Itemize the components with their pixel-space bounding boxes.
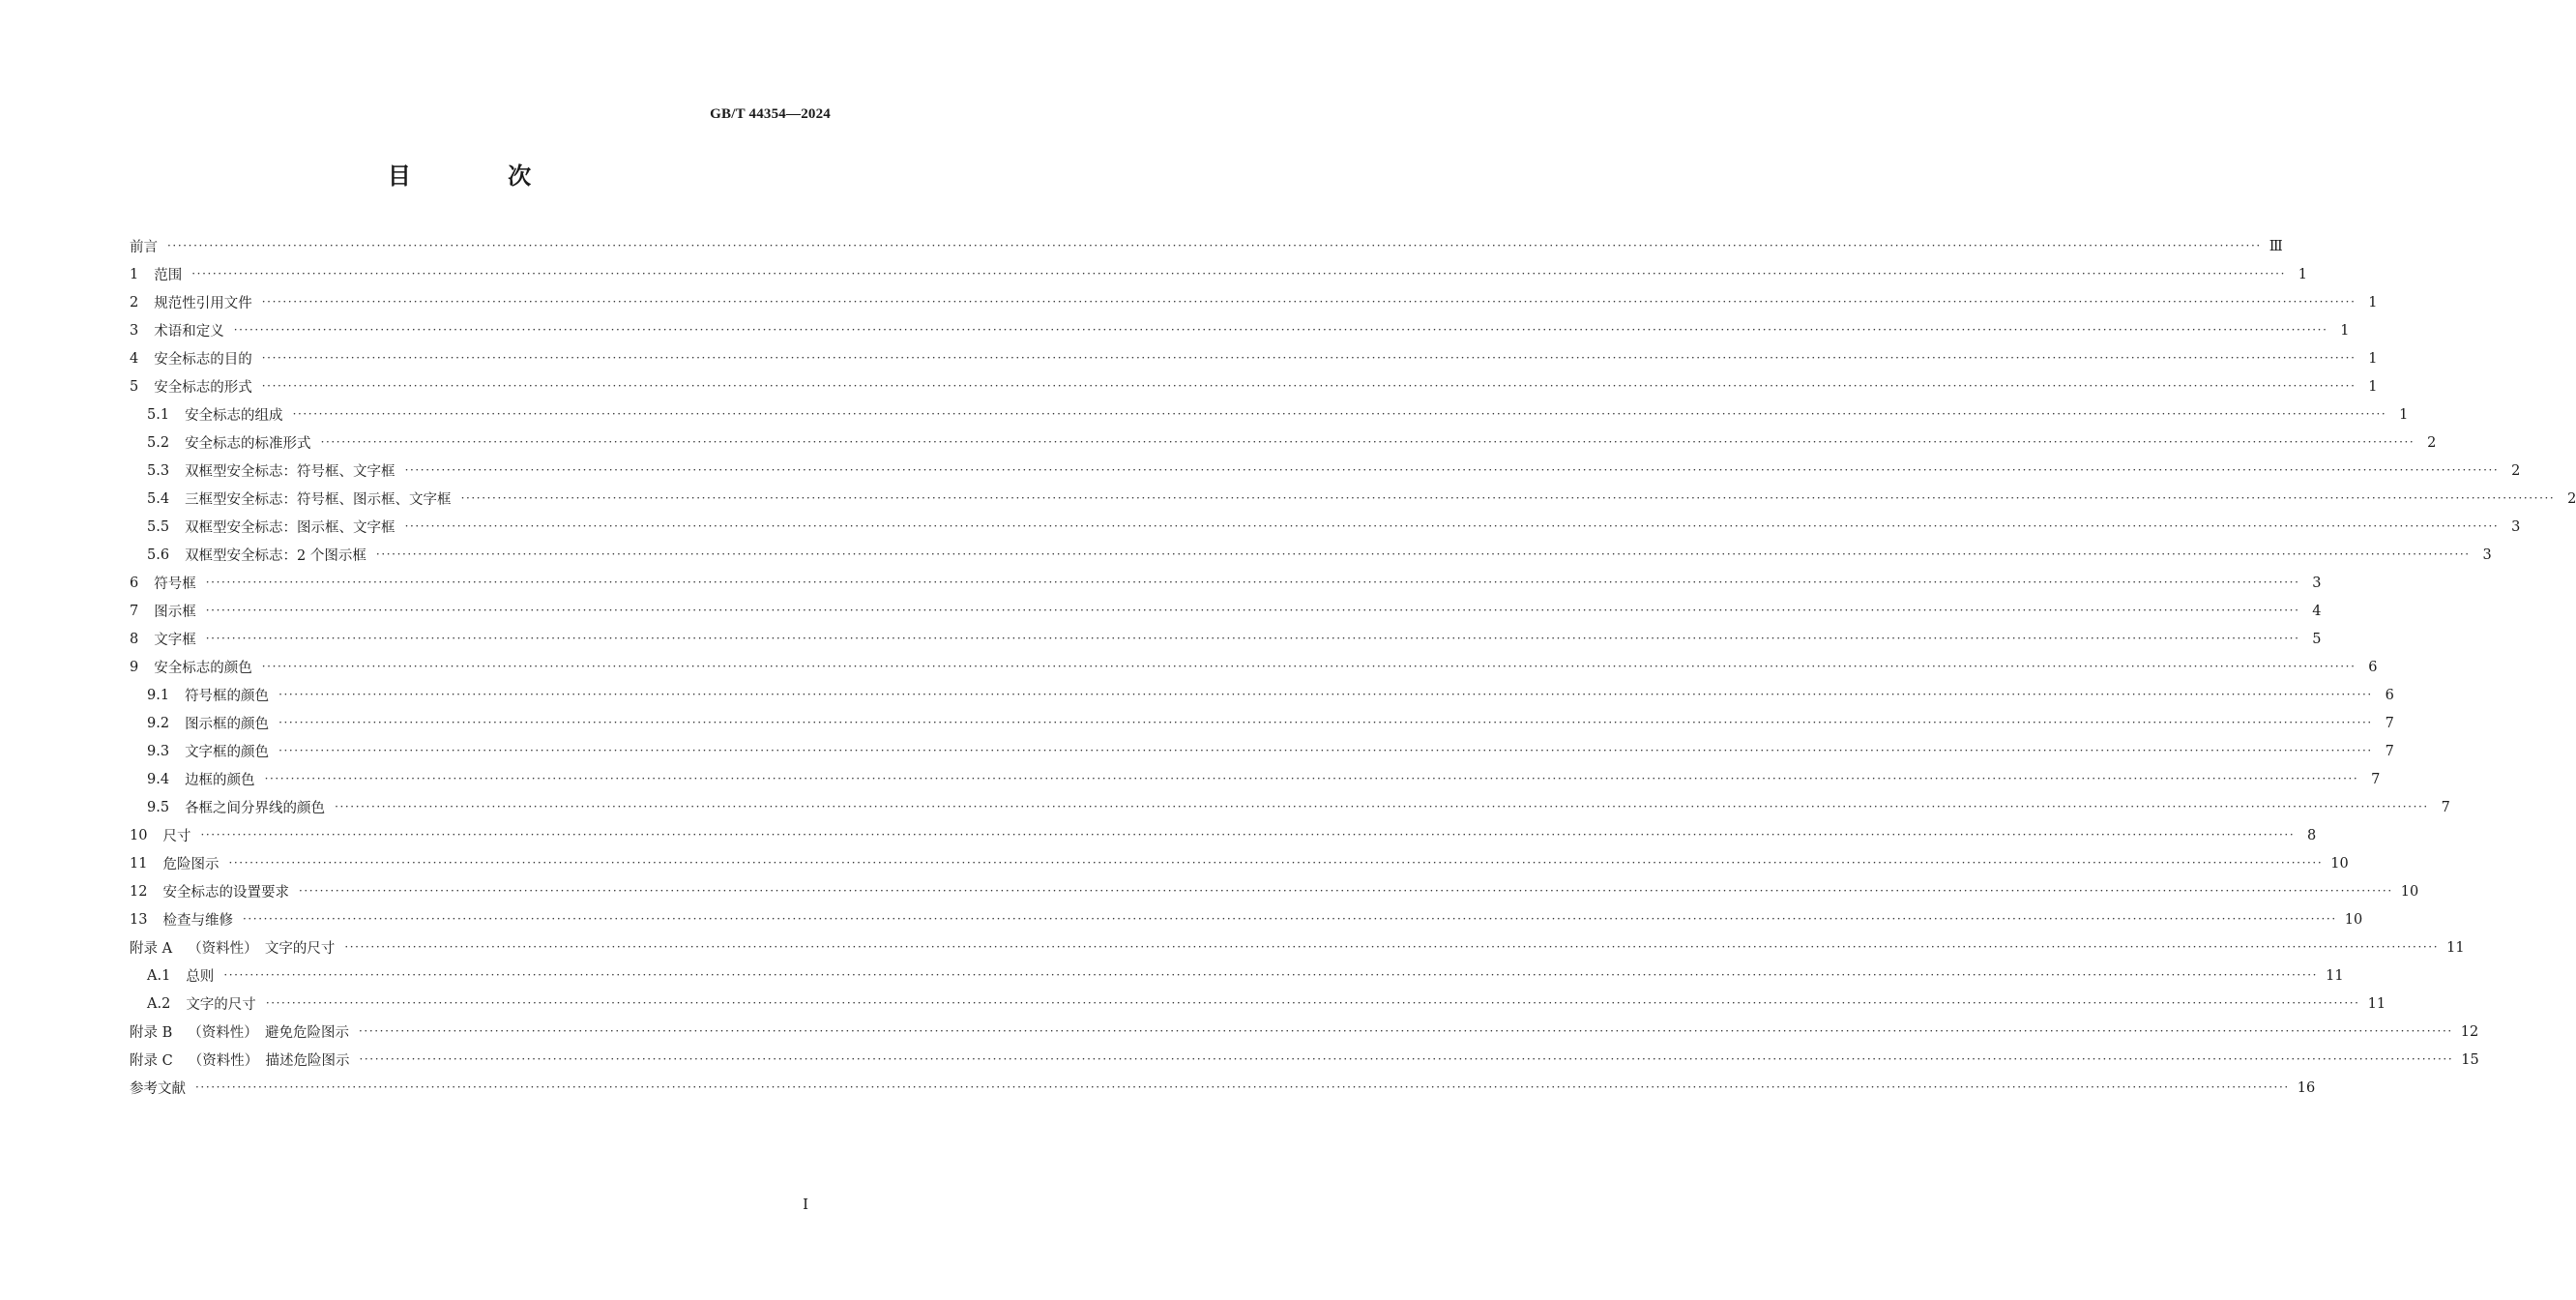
toc-dot-leader: ················································································································································································································································································································································································································	[233, 322, 2328, 337]
toc-entry-number: 2	[130, 294, 139, 310]
toc-entry-number: A.1	[147, 967, 171, 984]
toc-dot-leader: ················································································································································································································································································································································································································	[359, 1023, 2453, 1038]
toc-entry[interactable]	[130, 793, 2450, 821]
toc-entry[interactable]	[130, 288, 2378, 316]
toc-entry-number: 9.2	[147, 715, 170, 731]
toc-entry[interactable]	[130, 933, 2465, 961]
toc-entry[interactable]	[130, 372, 2378, 400]
toc-entry-number: 11	[130, 855, 148, 872]
toc-entry-number: 5.3	[147, 462, 170, 479]
toc-entry-number: A.2	[147, 995, 171, 1012]
toc-entry-number: 9.4	[147, 771, 170, 787]
toc-dot-leader: ················································································································································································································································································································································································································	[265, 995, 2360, 1010]
toc-entry-number: 5.4	[147, 490, 170, 507]
toc-entry[interactable]	[130, 961, 2344, 990]
toc-entry-number: 5.5	[147, 518, 170, 535]
toc-entry-page: 7	[2371, 771, 2381, 787]
toc-entry-page: 6	[2385, 687, 2394, 703]
toc-entry-label: 符号框	[154, 576, 196, 592]
toc-entry-page: 3	[2482, 547, 2492, 563]
toc-entry-page: 15	[2461, 1051, 2479, 1068]
toc-entry-page: 2	[2567, 490, 2576, 507]
toc-entry-page: 1	[2298, 266, 2308, 282]
toc-entry-page: 7	[2441, 799, 2450, 815]
toc-dot-leader: ················································································································································································································································································································································································································	[460, 490, 2556, 505]
toc-dot-leader: ················································································································································································································································································································································································································	[167, 238, 2262, 252]
toc-entry[interactable]	[130, 990, 2386, 1018]
toc-entry-label: 文字框的颜色	[185, 745, 270, 760]
toc-entry[interactable]	[130, 485, 2576, 513]
toc-entry-page: 1	[2368, 294, 2378, 310]
toc-entry-label: （资料性） 避免危险图示	[188, 1025, 350, 1041]
toc-entry-label: 三框型安全标志：符号框、图示框、文字框	[185, 492, 452, 508]
toc-entry-label: 符号框的颜色	[185, 689, 270, 704]
toc-entry-page: 4	[2312, 603, 2322, 619]
toc-entry[interactable]	[130, 1018, 2479, 1046]
toc-dot-leader: ················································································································································································································································································································································································································	[223, 967, 2319, 982]
toc-entry-page: 7	[2385, 715, 2394, 731]
toc-entry[interactable]	[130, 344, 2378, 372]
toc-entry-label: 安全标志的颜色	[154, 661, 252, 676]
toc-entry-page: 1	[2340, 322, 2350, 339]
toc-dot-leader: ················································································································································································································································································································································································································	[278, 715, 2373, 729]
toc-entry[interactable]	[130, 316, 2350, 344]
standard-code: GB/T 44354—2024	[710, 106, 831, 122]
toc-dot-leader: ················································································································································································································································································································································································································	[242, 911, 2337, 926]
toc-dot-leader: ················································································································································································································································································································································································································	[205, 575, 2300, 589]
toc-entry[interactable]	[130, 625, 2322, 653]
toc-dot-leader: ················································································································································································································································································································································································································	[404, 462, 2500, 477]
toc-entry-number: 9	[130, 659, 139, 675]
toc-entry-page: 8	[2307, 827, 2317, 843]
toc-entry-label: 安全标志的设置要求	[162, 885, 289, 901]
toc-entry-number: 5.6	[147, 547, 170, 563]
toc-entry[interactable]	[130, 457, 2521, 485]
toc-entry-label: （资料性） 文字的尺寸	[188, 941, 336, 957]
toc-dot-leader: ················································································································································································································································································································································································································	[261, 378, 2356, 393]
toc-entry-page: 1	[2368, 378, 2378, 395]
toc-entry[interactable]	[130, 400, 2409, 428]
toc-entry-page: 11	[2367, 995, 2386, 1012]
toc-dot-leader: ················································································································································································································································································································································································································	[200, 827, 2296, 842]
toc-entry-number: 1	[130, 266, 139, 282]
toc-entry-label: 危险图示	[162, 857, 220, 872]
toc-entry-page: 11	[2326, 967, 2344, 984]
toc-entry-label: 安全标志的组成	[185, 408, 283, 424]
toc-entry-number: 8	[130, 631, 139, 647]
toc-entry-number: 13	[130, 911, 148, 928]
toc-entry-label: 双框型安全标志：符号框、文字框	[185, 464, 395, 480]
toc-entry-label: 尺寸	[162, 829, 191, 844]
toc-entry-page: 11	[2446, 939, 2465, 956]
toc-entry[interactable]	[130, 709, 2394, 737]
toc-entry-label: 前言	[130, 240, 158, 255]
toc-entry-page: 2	[2427, 434, 2437, 451]
toc-entry-label: 安全标志的形式	[154, 380, 252, 396]
toc-entry-number: 7	[130, 603, 139, 619]
toc-entry[interactable]	[130, 821, 2317, 849]
toc-entry-label: 总则	[186, 969, 215, 985]
toc-entry-number: 5.1	[147, 406, 170, 423]
toc-entry-page: 12	[2460, 1023, 2479, 1040]
toc-entry[interactable]	[130, 849, 2349, 877]
toc-entry-label: 双框型安全标志：2 个图示框	[185, 548, 366, 564]
toc-entry-label: 文字框	[154, 633, 196, 648]
toc-entry[interactable]	[130, 877, 2419, 905]
toc-entry-label: 图示框	[154, 605, 196, 620]
toc-entry[interactable]	[130, 260, 2308, 288]
toc-entry-page: 3	[2312, 575, 2322, 591]
toc-entry-label: （资料性） 描述危险图示	[188, 1053, 350, 1069]
toc-entry-page: Ⅲ	[2269, 238, 2283, 254]
toc-entry-number: 附录 C	[130, 1053, 173, 1069]
toc-entry[interactable]	[130, 905, 2363, 933]
toc-entry-page: 1	[2368, 350, 2378, 367]
toc-dot-leader: ················································································································································································································································································································································································································	[205, 603, 2300, 617]
toc-dot-leader: ················································································································································································································································································································································································································	[264, 771, 2359, 785]
toc-entry-label: 各框之间分界线的颜色	[185, 801, 326, 816]
toc-dot-leader: ················································································································································································································································································································································································································	[298, 883, 2393, 898]
toc-dot-leader: ················································································································································································································································································································································································································	[359, 1051, 2454, 1066]
page-number: Ⅰ	[803, 1196, 808, 1213]
toc-entry-label: 检查与维修	[162, 913, 233, 929]
toc-dot-leader: ················································································································································································································································································································································································································	[228, 855, 2324, 870]
toc-entry-page: 7	[2385, 743, 2394, 759]
toc-entry[interactable]	[130, 428, 2437, 457]
toc-entry-page: 1	[2399, 406, 2409, 423]
toc-entry-label: 边框的颜色	[185, 773, 255, 788]
toc-entry-label: 文字的尺寸	[186, 997, 256, 1013]
toc-dot-leader: ················································································································································································································································································································································································································	[320, 434, 2415, 449]
toc-dot-leader: ················································································································································································································································································································································································································	[278, 687, 2373, 701]
toc-entry[interactable]	[130, 653, 2378, 681]
toc-entry-label: 图示框的颜色	[185, 717, 270, 732]
page-title: 目 次	[387, 162, 576, 190]
toc-entry-page: 10	[2330, 855, 2349, 872]
toc-entry[interactable]	[130, 765, 2381, 793]
toc-entry-number: 3	[130, 322, 139, 339]
toc-entry-label: 术语和定义	[154, 324, 224, 340]
toc-entry[interactable]	[130, 597, 2322, 625]
toc-entry-number: 附录 B	[130, 1025, 173, 1041]
toc-entry-page: 6	[2368, 659, 2378, 675]
toc-entry-label: 范围	[154, 268, 183, 283]
toc-entry[interactable]	[130, 232, 2283, 260]
toc-dot-leader: ················································································································································································································································································································································································································	[375, 547, 2471, 561]
toc-entry-label: 安全标志的目的	[154, 352, 252, 368]
toc-entry[interactable]	[130, 1074, 2316, 1102]
toc-entry-number: 9.5	[147, 799, 170, 815]
toc-entry-number: 附录 A	[130, 941, 173, 957]
toc-dot-leader: ················································································································································································································································································································································································································	[292, 406, 2387, 421]
toc-entry-page: 5	[2312, 631, 2322, 647]
toc-entry-page: 3	[2511, 518, 2521, 535]
toc-entry[interactable]	[130, 681, 2394, 709]
toc-entry-number: 6	[130, 575, 139, 591]
toc-entry[interactable]	[130, 1046, 2479, 1074]
toc-dot-leader: ················································································································································································································································································································································································································	[335, 799, 2429, 813]
toc-dot-leader: ················································································································································································································································································································································································································	[261, 350, 2356, 365]
toc-dot-leader: ················································································································································································································································································································································································································	[261, 659, 2356, 673]
table-of-contents	[130, 232, 2576, 1102]
toc-entry-label: 双框型安全标志：图示框、文字框	[185, 520, 395, 536]
toc-entry-number: 10	[130, 827, 148, 843]
toc-dot-leader: ················································································································································································································································································································································································································	[205, 631, 2300, 645]
toc-entry-number: 12	[130, 883, 148, 900]
toc-dot-leader: ················································································································································································································································································································································································································	[261, 294, 2356, 309]
toc-entry-page: 16	[2297, 1079, 2316, 1096]
toc-dot-leader: ················································································································································································································································································································································································································	[404, 518, 2500, 533]
toc-entry-page: 2	[2511, 462, 2521, 479]
toc-entry-page: 10	[2400, 883, 2419, 900]
toc-entry-number: 4	[130, 350, 139, 367]
toc-entry-number: 5	[130, 378, 139, 395]
toc-entry-label: 规范性引用文件	[154, 296, 252, 311]
toc-dot-leader: ················································································································································································································································································································································································································	[344, 939, 2440, 954]
toc-entry-page: 10	[2344, 911, 2363, 928]
toc-dot-leader: ················································································································································································································································································································································································································	[195, 1079, 2290, 1094]
toc-entry[interactable]	[130, 569, 2322, 597]
toc-entry[interactable]	[130, 513, 2521, 541]
toc-dot-leader: ················································································································································································································································································································································································································	[278, 743, 2373, 757]
toc-entry[interactable]	[130, 541, 2492, 569]
toc-entry-number: 5.2	[147, 434, 170, 451]
toc-entry-number: 9.1	[147, 687, 170, 703]
toc-entry-label: 安全标志的标准形式	[185, 436, 311, 452]
toc-dot-leader: ················································································································································································································································································································································································································	[191, 266, 2287, 281]
toc-entry-label: 参考文献	[130, 1081, 186, 1097]
toc-entry[interactable]	[130, 737, 2394, 765]
toc-entry-number: 9.3	[147, 743, 170, 759]
